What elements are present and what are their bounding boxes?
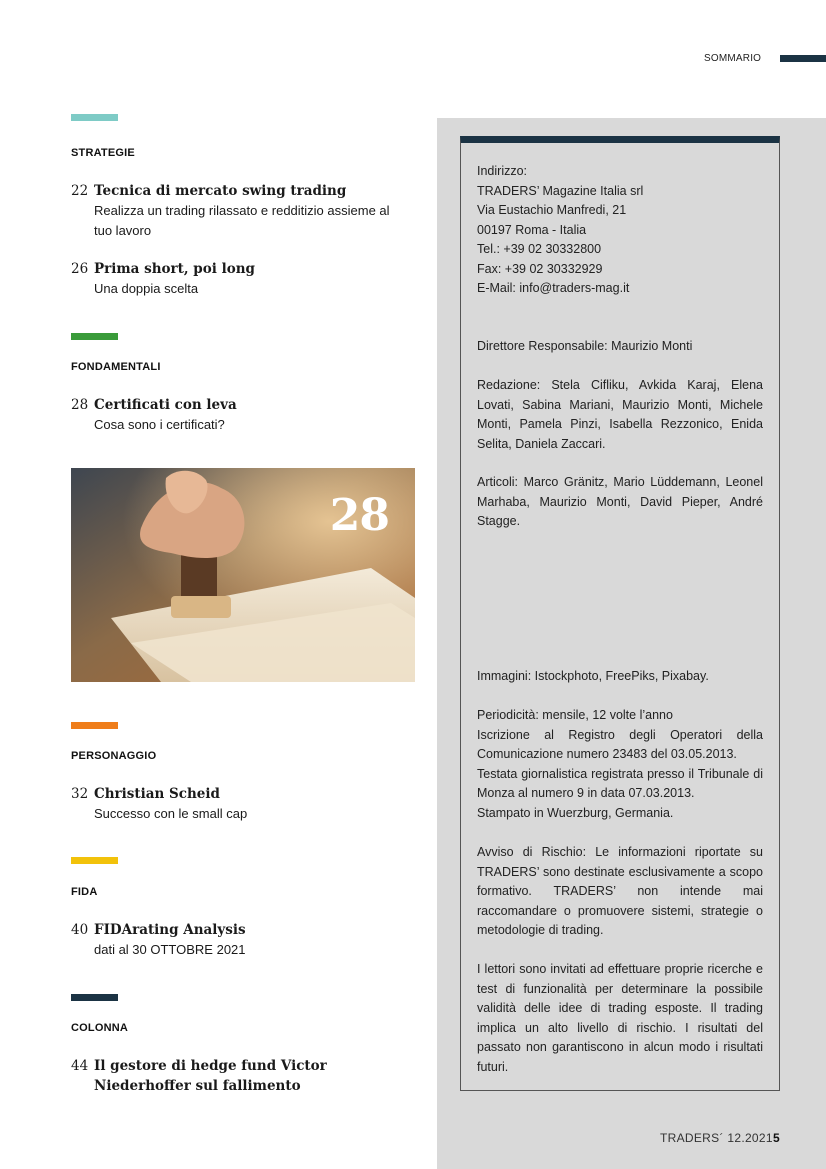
email-line[interactable]: E-Mail: info@traders-mag.it <box>477 281 630 295</box>
article-page-number: 28 <box>71 397 89 413</box>
colophon-lettori: I lettori sono invitati ad effettuare proprie ricerche e test di funzionalità per determinare la possibile validità delle idee di trading esposte. Il trading implica un alto livello di rischio. I risultati del passato non garantiscono in alcun modo i risultati futuri. <box>477 962 763 1074</box>
article-title: Prima short, poi long <box>94 261 255 277</box>
periodicita-line: Periodicità: mensile, 12 volte l’anno <box>477 708 673 722</box>
article-title: Tecnica di mercato swing trading <box>94 183 347 199</box>
article-page-number: 26 <box>71 261 89 277</box>
fida-color-bar <box>71 857 118 864</box>
article-page-number: 32 <box>71 786 89 802</box>
personaggio-color-bar <box>71 722 118 729</box>
registro-line: Iscrizione al Registro degli Operatori della Comunicazione numero 23483 del 03.05.2013. <box>477 727 763 761</box>
colophon-articoli: Articoli: Marco Gränitz, Mario Lüddemann, Leonel Marhaba, Maurizio Monti, David Pieper, André Stagge. <box>477 475 763 528</box>
article-22[interactable] <box>71 181 411 241</box>
address-line: Tel.: +39 02 30332800 <box>477 242 602 256</box>
colophon-direttore: Direttore Responsabile: Maurizio Monti <box>477 339 693 353</box>
article-page-number: 40 <box>71 922 89 938</box>
colophon-address <box>477 162 763 299</box>
colonna-color-bar <box>71 994 118 1001</box>
section-title-personaggio: PERSONAGGIO <box>71 750 157 762</box>
article-title: Certificati con leva <box>94 397 237 413</box>
address-line: Indirizzo: <box>477 164 528 178</box>
article-28[interactable] <box>71 395 411 435</box>
section-title-fida: FIDA <box>71 886 98 898</box>
article-page-number: 22 <box>71 183 89 199</box>
fondamentali-color-bar <box>71 333 118 340</box>
colophon-immagini: Immagini: Istockphoto, FreePiks, Pixabay. <box>477 669 709 683</box>
tribunale-line: Testata giornalistica registrata presso il Tribunale di Monza al numero 9 in data 07.03.2013. <box>477 766 763 800</box>
colophon-periodicita <box>477 706 763 823</box>
article-title: Il gestore di hedge fund Victor Niederhoffer sul fallimento <box>94 1058 327 1094</box>
article-32[interactable] <box>71 784 411 824</box>
article-photo[interactable] <box>71 468 415 682</box>
colophon-redazione: Redazione: Stela Cifliku, Avkida Karaj, Elena Lovati, Sabina Mariani, Maurizio Monti, Michele Monti, Pamela Pinzi, Isabella Rezzonico, Enida Selita, Daniela Zaccari. <box>477 378 763 451</box>
section-title-fondamentali: FONDAMENTALI <box>71 361 161 373</box>
address-line: 00197 Roma - Italia <box>477 222 587 237</box>
article-44[interactable] <box>71 1056 411 1096</box>
article-40[interactable] <box>71 920 411 960</box>
article-subtitle: Cosa sono i certificati? <box>94 417 225 432</box>
address-line: Fax: +39 02 30332929 <box>477 261 603 276</box>
article-title: Christian Scheid <box>94 786 220 802</box>
article-subtitle: Successo con le small cap <box>94 806 248 821</box>
article-subtitle: dati al 30 OTTOBRE 2021 <box>94 942 246 957</box>
section-title-colonna: COLONNA <box>71 1022 129 1034</box>
address-line: TRADERS’ Magazine Italia srl <box>477 183 644 198</box>
article-subtitle: Realizza un trading rilassato e redditizio assieme al tuo lavoro <box>94 203 390 238</box>
article-title: FIDArating Analysis <box>94 922 246 938</box>
photo-page-number: 28 <box>329 490 389 541</box>
address-line: Via Eustachio Manfredi, 21 <box>477 203 627 217</box>
colophon-avviso: Avviso di Rischio: Le informazioni riportate su TRADERS’ sono destinate esclusivamente a scopo formativo. TRADERS’ non intende mai raccomandare o promuovere sistemi, strategie o metodologie di trading. <box>477 845 763 937</box>
article-page-number: 44 <box>71 1058 89 1074</box>
article-subtitle: Una doppia scelta <box>94 281 199 296</box>
header-accent-bar <box>780 55 826 62</box>
stampato-line: Stampato in Wuerzburg, Germania. <box>477 805 674 820</box>
article-26[interactable] <box>71 259 411 299</box>
strategie-color-bar <box>71 114 118 121</box>
footer-magazine-issue: TRADERS´ 12.2021 <box>660 1131 773 1145</box>
footer-page-number: 5 <box>773 1131 780 1145</box>
section-title-strategie: STRATEGIE <box>71 147 135 159</box>
section-header-label: SOMMARIO <box>704 53 762 64</box>
